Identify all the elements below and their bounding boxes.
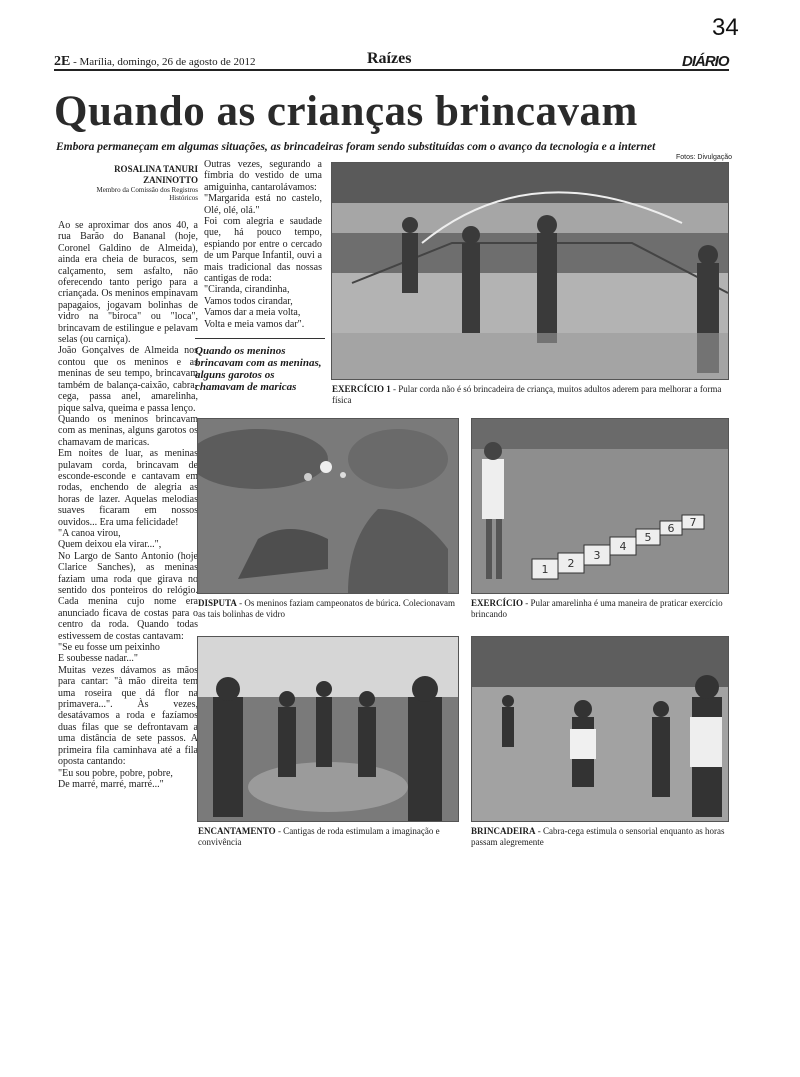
caption-label: EXERCÍCIO 1	[332, 384, 391, 394]
photo-circle-dance	[197, 636, 459, 822]
pullquote: Quando os meninos brincavam com as meninas, alguns garotos os chamavam de maricas	[195, 345, 322, 393]
photo-blind-mans-buff	[471, 636, 729, 822]
photo-credit: Fotos: Divulgação	[676, 154, 733, 161]
hopscotch-number: 5	[644, 531, 652, 544]
headline: Quando as crianças brincavam	[54, 88, 638, 135]
photo-hopscotch	[471, 418, 729, 594]
caption-text: - Cabra-cega estimula o sensorial enquanto as horas passam alegremente	[471, 826, 725, 847]
hopscotch-number: 4	[619, 540, 627, 553]
caption-marbles	[198, 598, 460, 620]
page-number: 34	[712, 14, 739, 41]
hopscotch-number: 1	[541, 563, 549, 576]
caption-label: DISPUTA	[198, 598, 237, 608]
caption-label: EXERCÍCIO	[471, 598, 524, 608]
header-rule	[54, 69, 729, 71]
caption-blind-mans-buff	[471, 826, 729, 848]
caption-label: ENCANTAMENTO	[198, 826, 276, 836]
body-column-1: Ao se aproximar dos anos 40, a rua Barão do Bananal (hoje, Coronel Galdino de Almeida), ainda era cheia de buracos, sem calçamento, sem asfalto, não oferecendo tanto perigo para a criançada. Os meninos empinavam papagaios, jogavam bolinhas de vidro na "biroca" ou "loca", brincavam de estilingue e pelavam selas (ou carniça). João Gonçalves de Almeida nos contou que os meninos e as meninas de seu tempo, brincavam também de balança-caixão, cabra-cega, passa anel, amarelinha, pique salva, queima e passa lenço. Quando os meninos brincavam com as meninas, alguns garotos os chamavam de maricas. Em noites de luar, as meninas pulavam corda, brincavam de esconde-esconde e cantavam em rodas, enchendo de alegria as horas de lazer. Aquelas melodias suaves ficaram em nossos ouvidos... Era uma felicidade! "A canoa virou, Quem deixou ela virar...", No Largo de Santo Antonio (hoje Clarice Sanches), as meninas faziam uma roda que girava no sentido dos ponteiros do relógio. Cada menina cujo nome era anunciado ficava de costas para o centro da roda. Quando todas estivessem de costas cantavam: "Se eu fosse um peixinho E soubesse nadar..." Muitas vezes dávamos as mãos para cantar: "à mão direita tem uma roseira que dá flor na primavera...". Às vezes, desatávamos a roda e fazíamos duas filas que se defrontavam a uma distância de sete passos. A primeira fila caminhava até a fila oposta cantando: "Eu sou pobre, pobre, pobre, De marré, marré, marré..."	[58, 220, 198, 790]
subheadline: Embora permaneçam em algumas situações, as brincadeiras foram sendo substituídas com o avanço da tecnologia e a internet	[56, 141, 656, 153]
caption-text: - Cantigas de roda estimulam a imaginação e convivência	[198, 826, 440, 847]
caption-text: - Pular amarelinha é uma maneira de praticar exercício brincando	[471, 598, 723, 619]
newspaper-logo: DIÁRIO	[682, 53, 729, 70]
hopscotch-number: 7	[689, 516, 697, 529]
byline-author: ROSALINA TANURI ZANINOTTO	[114, 164, 198, 185]
byline-role: Membro da Comissão dos Registros Históricos	[96, 186, 198, 202]
pullquote-rule	[195, 338, 325, 339]
hopscotch-number: 6	[667, 522, 675, 535]
photo-marbles	[197, 418, 459, 594]
header-dateline-group	[54, 54, 255, 70]
hopscotch-number: 3	[593, 549, 601, 562]
caption-hopscotch	[471, 598, 729, 620]
section-code: 2E	[54, 54, 71, 69]
caption-label: BRINCADEIRA	[471, 826, 536, 836]
photo-jump-rope	[331, 162, 729, 380]
section-name: Raízes	[367, 50, 412, 67]
body-column-2: Outras vezes, segurando a fímbria do vestido de uma amiguinha, cantarolávamos: "Margarida está no castelo, Olé, olé, olá." Foi com alegria e saudade que, há pouco tempo, espiando por entre o cercado de um Parque Infantil, ouvi a mais tradicional das nossas cantigas de roda: "Ciranda, cirandinha, Vamos todos cirandar, Vamos dar a meia volta, Volta e meia vamos dar".	[204, 159, 322, 330]
hopscotch-number: 2	[567, 557, 575, 570]
caption-text: - Pular corda não é só brincadeira de criança, muitos adultos aderem para melhorar a forma física	[332, 384, 722, 405]
caption-jump-rope	[332, 384, 727, 406]
caption-circle-dance	[198, 826, 460, 848]
caption-text: - Os meninos faziam campeonatos de búrica. Colecionavam as tais bolinhas de vidro	[198, 598, 456, 619]
dateline: - Marília, domingo, 26 de agosto de 2012	[73, 56, 256, 68]
